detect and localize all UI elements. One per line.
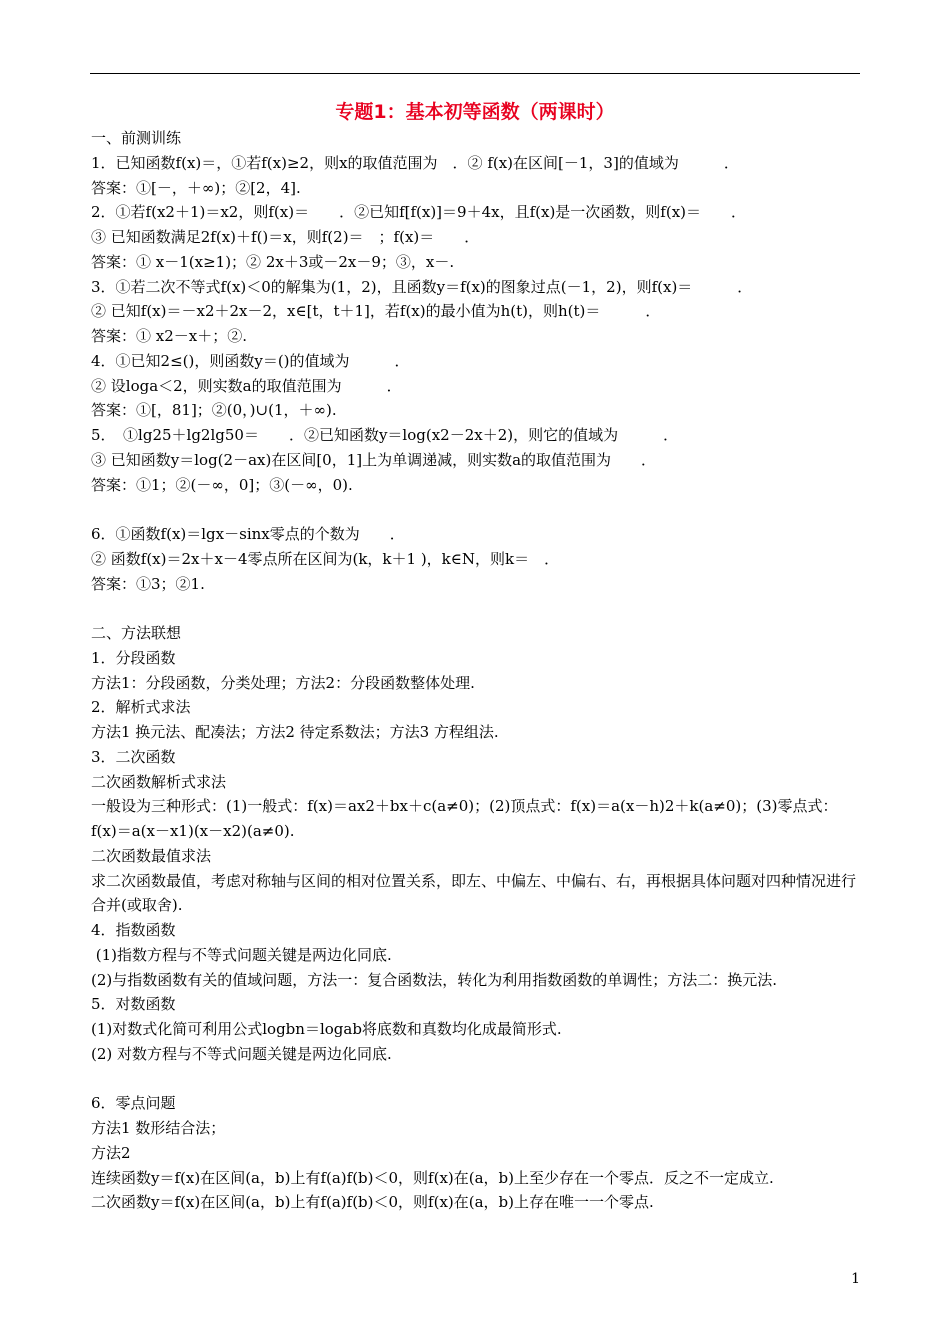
text-paragraph: 一般设为三种形式：(1)一般式：f(x)＝ax2＋bx＋c(a≠0)；(2)顶点式：f(x)＝a(x－h)2＋k(a≠0)；(3)零点式：f(x)＝a(x－x1)(x－x2)(a≠0). bbox=[91, 797, 838, 840]
answer-line: 答案：①[－，＋∞)；②[2，4]. bbox=[91, 178, 301, 197]
header-rule bbox=[90, 73, 860, 74]
text-line: ② 设loga＜2，则实数a的取值范围为 ． bbox=[91, 376, 402, 395]
text-line: ② 函数f(x)＝2x＋x－4零点所在区间为(k，k＋1 )，k∈N，则k＝ ． bbox=[91, 549, 560, 568]
text-line: 连续函数y＝f(x)在区间(a，b)上有f(a)f(b)＜0，则f(x)在(a，b)上至少存在一个零点．反之不一定成立. bbox=[91, 1168, 774, 1187]
text-line: ③ 已知函数满足2f(x)＋f()＝x，则f(2)＝ ；f(x)＝ ． bbox=[91, 228, 480, 246]
text-line: 方法2 bbox=[91, 1143, 131, 1162]
blank-line bbox=[91, 1067, 861, 1092]
text-line: (1)对数式化简可利用公式logbn＝logab将底数和真数均化成最简形式. bbox=[91, 1020, 562, 1038]
subsection-heading: 3．二次函数 bbox=[91, 747, 176, 766]
subsection-heading: 5．对数函数 bbox=[91, 995, 176, 1014]
text-line: 方法1：分段函数，分类处理；方法2：分段函数整体处理. bbox=[91, 673, 475, 692]
document-body bbox=[91, 126, 861, 1215]
text-line: 5． ①lg25＋lg2lg50＝ ．②已知函数y＝log(x2－2x＋2)，则它的值域为 ． bbox=[91, 426, 679, 444]
answer-line: 答案：①1；②(－∞，0]；③(－∞，0). bbox=[91, 475, 353, 494]
text-line: 1．已知函数f(x)＝，①若f(x)≥2，则x的取值范围为 ．② f(x)在区间[－1，3]的值域为 ． bbox=[91, 153, 739, 172]
subsection-heading: 2．解析式求法 bbox=[91, 698, 191, 717]
text-line: ② 已知f(x)＝－x2＋2x－2，x∈[t，t＋1]，若f(x)的最小值为h(t)，则h(t)＝ ． bbox=[91, 302, 661, 321]
answer-line: 答案：①3；②1. bbox=[91, 574, 205, 593]
answer-line: 答案：①[，81]；②(0，)∪(1，＋∞). bbox=[91, 401, 337, 420]
text-paragraph: 求二次函数最值，考虑对称轴与区间的相对位置关系，即左、中偏左、中偏右、右，再根据具体问题对四种情况进行合并(或取舍). bbox=[91, 871, 857, 915]
text-line: 方法1 数形结合法； bbox=[91, 1119, 226, 1137]
text-line: 4．①已知2≤()，则函数y＝()的值域为 ． bbox=[91, 351, 410, 370]
answer-line: 答案：① x2－x＋；②. bbox=[91, 327, 247, 345]
subsection-heading: 6．零点问题 bbox=[91, 1094, 176, 1113]
text-line: 方法1 换元法、配凑法；方法2 待定系数法；方法3 方程组法. bbox=[91, 723, 499, 741]
text-line: (1)指数方程与不等式问题关键是两边化同底. bbox=[91, 945, 392, 964]
text-line: (2) 对数方程与不等式问题关键是两边化同底. bbox=[91, 1044, 392, 1063]
text-line: 二次函数解析式求法 bbox=[91, 772, 227, 791]
text-line: 3．①若二次不等式f(x)＜0的解集为(1，2)，且函数y＝f(x)的图象过点(－1，2)，则f(x)＝ ． bbox=[91, 277, 753, 296]
answer-line: 答案：① x－1(x≥1)；② 2x＋3或－2x－9；③，x－. bbox=[91, 252, 455, 271]
text-line: 二次函数最值求法 bbox=[91, 846, 212, 865]
text-line: ③ 已知函数y＝log(2－ax)在区间[0，1]上为单调递减，则实数a的取值范围为 ． bbox=[91, 450, 657, 469]
text-line: (2)与指数函数有关的值域问题，方法一：复合函数法，转化为利用指数函数的单调性；方法二：换元法. bbox=[91, 970, 778, 989]
text-line: 二次函数y＝f(x)在区间(a，b)上有f(a)f(b)＜0，则f(x)在(a，b)上存在唯一一个零点. bbox=[91, 1193, 654, 1212]
text-line: 6．①函数f(x)＝lgx－sinx零点的个数为 ． bbox=[91, 525, 405, 543]
text-line: 2．①若f(x2＋1)＝x2，则f(x)＝ ．②已知f[f(x)]＝9＋4x，且f(x)是一次函数，则f(x)＝ ． bbox=[91, 203, 747, 222]
section-heading: 二、方法联想 bbox=[91, 624, 182, 642]
subsection-heading: 1．分段函数 bbox=[91, 648, 176, 667]
page-number: 1 bbox=[851, 1271, 860, 1287]
blank-line bbox=[91, 497, 861, 522]
subsection-heading: 4．指数函数 bbox=[91, 921, 176, 939]
blank-line bbox=[91, 596, 861, 621]
document-title: 专题1：基本初等函数（两课时） bbox=[335, 101, 615, 123]
section-heading: 一、前测训练 bbox=[91, 129, 182, 147]
